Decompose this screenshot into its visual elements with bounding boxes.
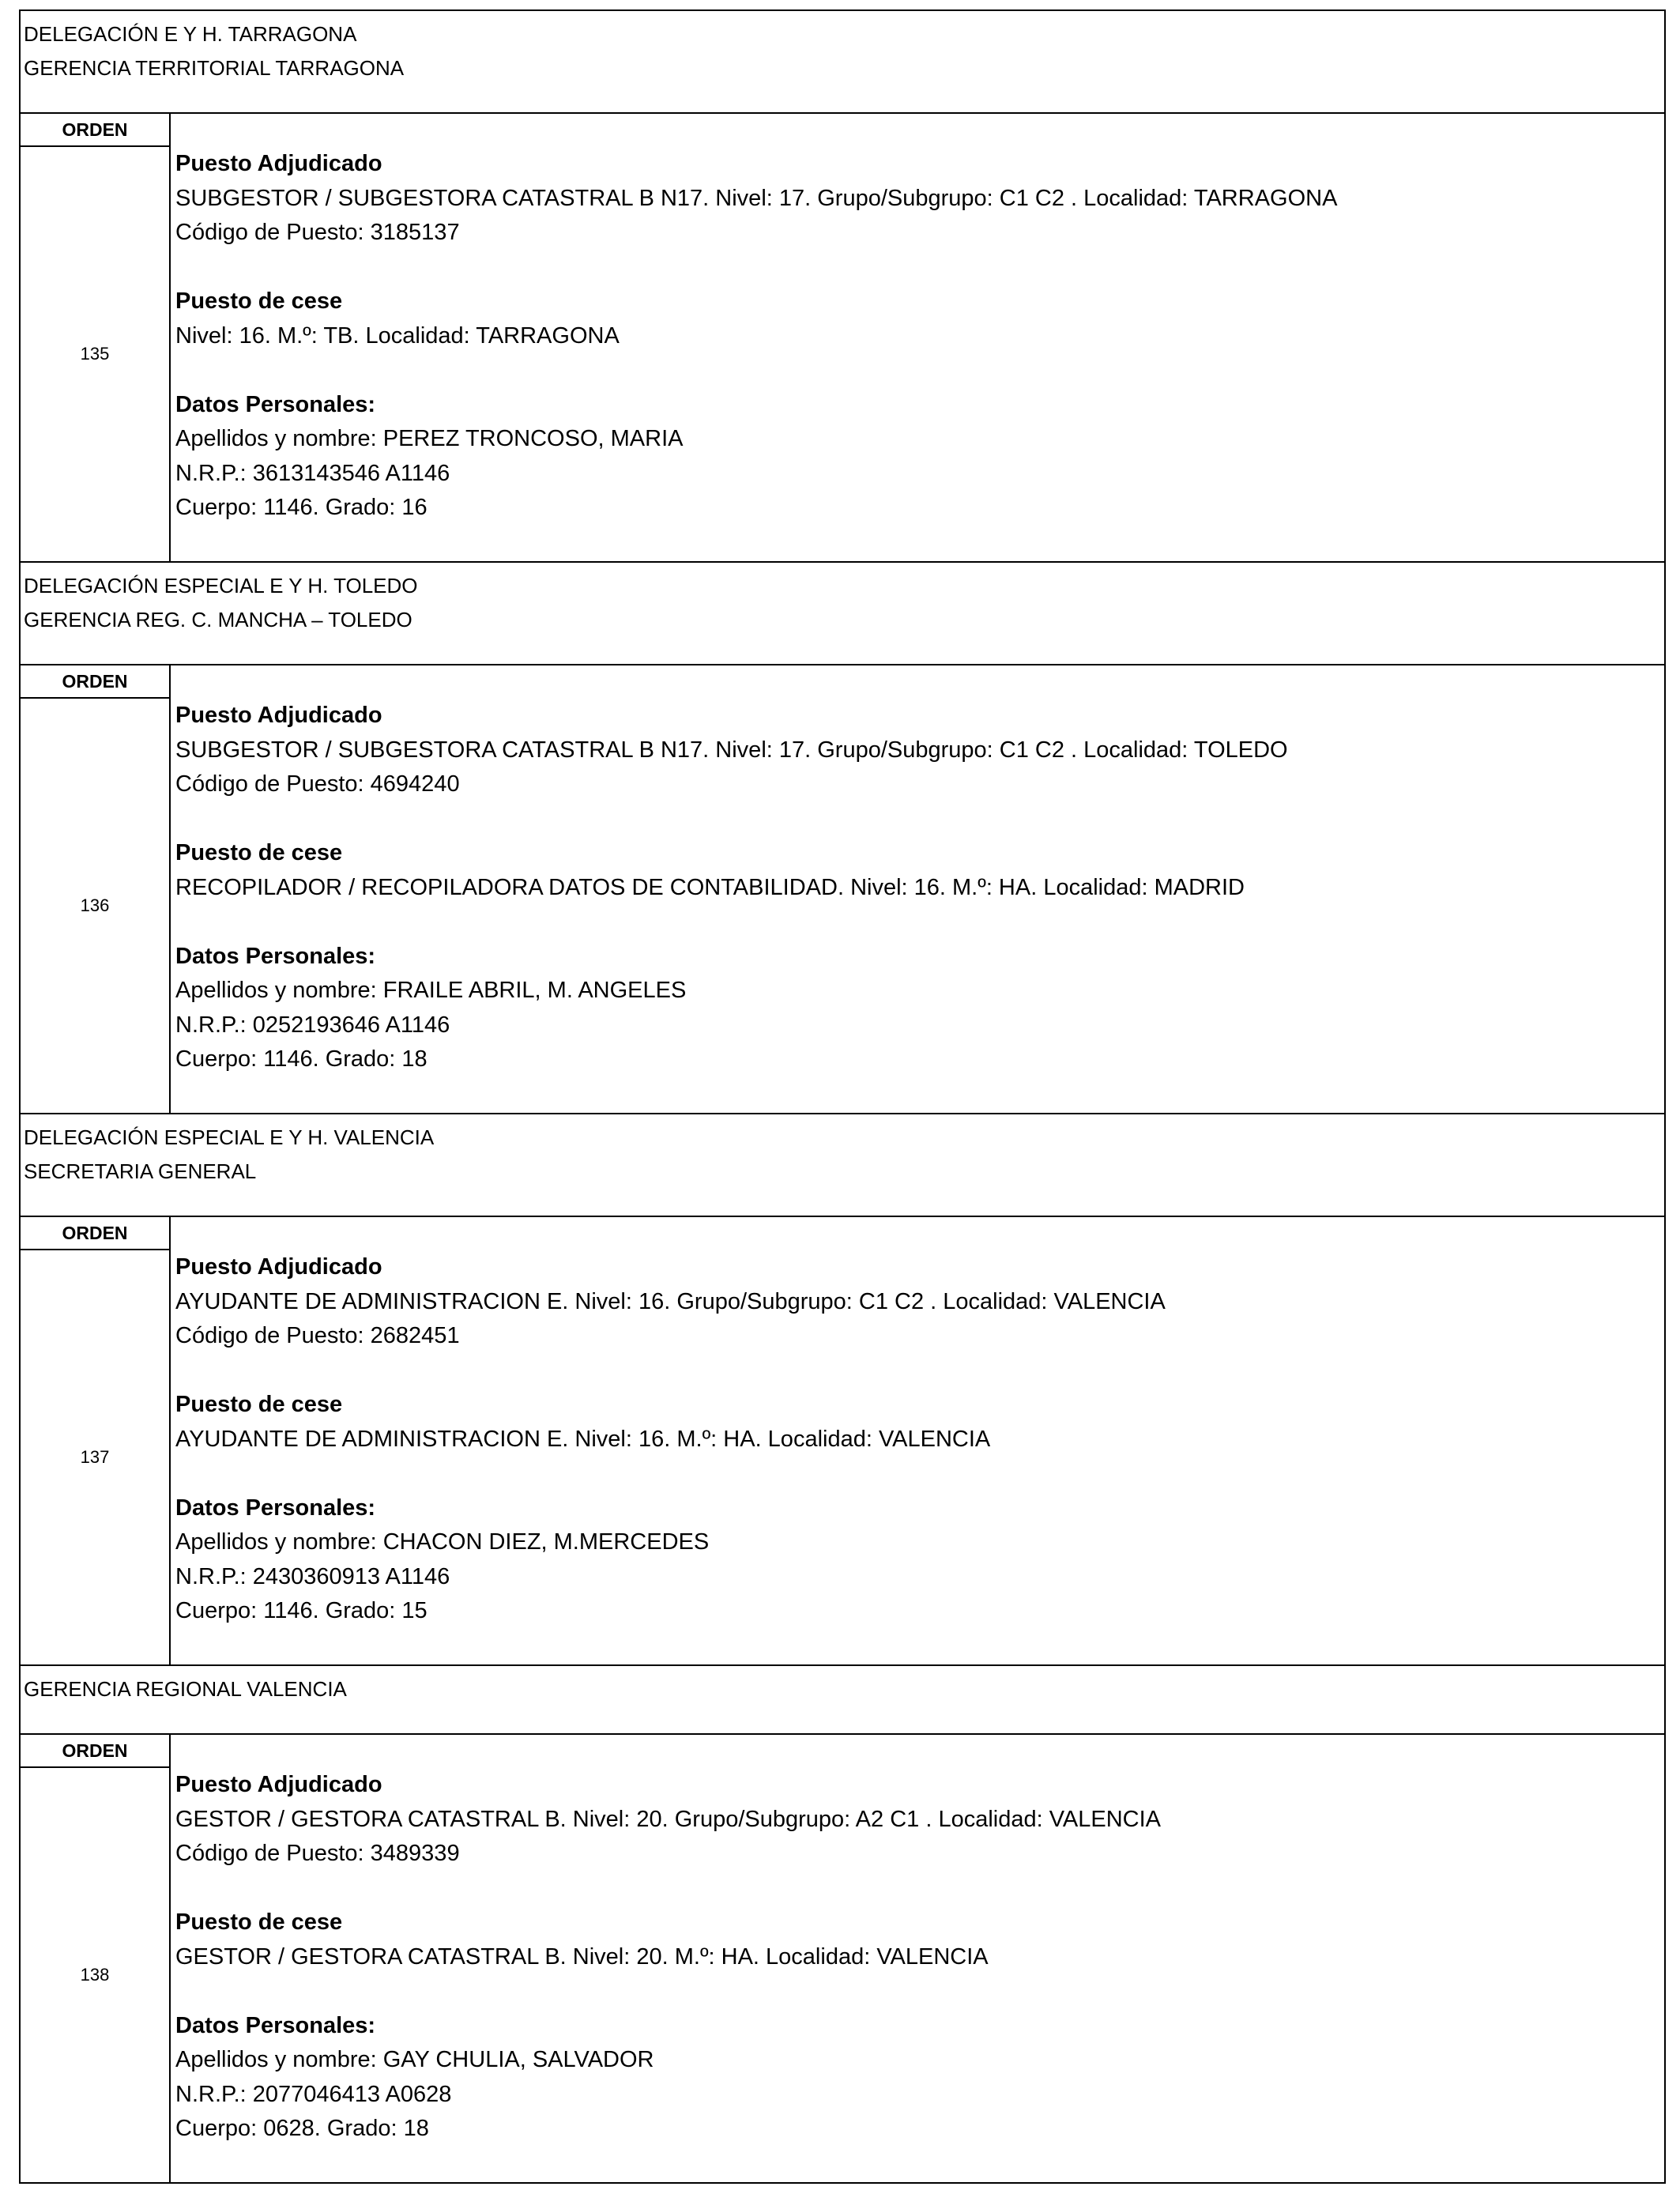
puesto-adjudicado-text: SUBGESTOR / SUBGESTORA CATASTRAL B N17. Nivel: 17. Grupo/Subgrupo: C1 C2 . Localidad: TARRAGONA: [175, 185, 1338, 211]
orden-label: ORDEN: [21, 665, 169, 699]
puesto-adjudicado-heading: Puesto Adjudicado: [175, 151, 382, 176]
orden-cell: [21, 665, 171, 1113]
puesto-cese-heading: Puesto de cese: [175, 1909, 343, 1935]
orden-cell: [21, 1217, 171, 1664]
entry-details: [171, 1735, 1664, 2182]
puesto-cese-heading: Puesto de cese: [175, 288, 343, 314]
nrp: N.R.P.: 0252193646 A1146: [175, 1012, 450, 1038]
puesto-adjudicado-text: SUBGESTOR / SUBGESTORA CATASTRAL B N17. Nivel: 17. Grupo/Subgrupo: C1 C2 . Localidad: TOLEDO: [175, 737, 1288, 763]
puesto-cese-heading: Puesto de cese: [175, 840, 343, 865]
orden-label: ORDEN: [21, 1217, 169, 1250]
nrp: N.R.P.: 2430360913 A1146: [175, 1563, 450, 1589]
nrp: N.R.P.: 3613143546 A1146: [175, 460, 450, 486]
nrp: N.R.P.: 2077046413 A0628: [175, 2081, 452, 2107]
entry-row: [21, 1217, 1664, 1666]
apellidos-nombre: Apellidos y nombre: FRAILE ABRIL, M. ANGELES: [175, 978, 687, 1003]
puesto-adjudicado-heading: Puesto Adjudicado: [175, 1254, 382, 1280]
org-header: [21, 1666, 1664, 1735]
apellidos-nombre: Apellidos y nombre: PEREZ TRONCOSO, MARIA: [175, 426, 684, 451]
orden-number: 138: [80, 1965, 110, 1985]
entry-details: [171, 114, 1664, 561]
puesto-cese-heading: Puesto de cese: [175, 1392, 343, 1417]
org-line: GERENCIA REGIONAL VALENCIA: [24, 1677, 347, 1701]
puesto-adjudicado-heading: Puesto Adjudicado: [175, 703, 382, 728]
org-line: GERENCIA REG. C. MANCHA – TOLEDO: [24, 608, 412, 631]
org-line: SECRETARIA GENERAL: [24, 1159, 257, 1183]
orden-number: 136: [80, 895, 110, 915]
puesto-cese-text: AYUDANTE DE ADMINISTRACION E. Nivel: 16. M.º: HA. Localidad: VALENCIA: [175, 1426, 991, 1452]
orden-label: ORDEN: [21, 1735, 169, 1768]
datos-personales-heading: Datos Personales:: [175, 1495, 376, 1521]
puesto-adjudicado-heading: Puesto Adjudicado: [175, 1772, 382, 1797]
codigo-puesto: Código de Puesto: 3185137: [175, 220, 460, 245]
orden-number: 135: [80, 344, 110, 364]
cuerpo-grado: Cuerpo: 0628. Grado: 18: [175, 2116, 429, 2141]
puesto-adjudicado-text: GESTOR / GESTORA CATASTRAL B. Nivel: 20. Grupo/Subgrupo: A2 C1 . Localidad: VALENCIA: [175, 1806, 1161, 1832]
puesto-adjudicado-text: AYUDANTE DE ADMINISTRACION E. Nivel: 16. Grupo/Subgrupo: C1 C2 . Localidad: VALENCIA: [175, 1288, 1166, 1314]
datos-personales-heading: Datos Personales:: [175, 943, 376, 969]
orden-label: ORDEN: [21, 114, 169, 147]
orden-cell: [21, 114, 171, 561]
datos-personales-heading: Datos Personales:: [175, 391, 376, 417]
puesto-cese-text: GESTOR / GESTORA CATASTRAL B. Nivel: 20. M.º: HA. Localidad: VALENCIA: [175, 1943, 989, 1970]
org-line: GERENCIA TERRITORIAL TARRAGONA: [24, 56, 405, 80]
puesto-cese-text: Nivel: 16. M.º: TB. Localidad: TARRAGONA: [175, 322, 620, 349]
entry-row: [21, 114, 1664, 563]
apellidos-nombre: Apellidos y nombre: GAY CHULIA, SALVADOR: [175, 2047, 654, 2072]
codigo-puesto: Código de Puesto: 4694240: [175, 771, 460, 797]
codigo-puesto: Código de Puesto: 3489339: [175, 1841, 460, 1866]
entry-details: [171, 665, 1664, 1113]
entry-row: [21, 665, 1664, 1114]
apellidos-nombre: Apellidos y nombre: CHACON DIEZ, M.MERCEDES: [175, 1529, 710, 1555]
datos-personales-heading: Datos Personales:: [175, 2012, 376, 2038]
orden-cell: [21, 1735, 171, 2182]
org-line: DELEGACIÓN E Y H. TARRAGONA: [24, 22, 357, 46]
org-line: DELEGACIÓN ESPECIAL E Y H. VALENCIA: [24, 1125, 435, 1149]
cuerpo-grado: Cuerpo: 1146. Grado: 18: [175, 1046, 428, 1072]
org-line: DELEGACIÓN ESPECIAL E Y H. TOLEDO: [24, 574, 418, 598]
document-table: [19, 9, 1666, 2184]
entry-details: [171, 1217, 1664, 1664]
org-header: [21, 563, 1664, 665]
cuerpo-grado: Cuerpo: 1146. Grado: 15: [175, 1598, 428, 1623]
cuerpo-grado: Cuerpo: 1146. Grado: 16: [175, 495, 428, 520]
orden-number: 137: [80, 1447, 110, 1467]
org-header: [21, 11, 1664, 114]
org-header: [21, 1114, 1664, 1217]
codigo-puesto: Código de Puesto: 2682451: [175, 1323, 460, 1348]
entry-row: [21, 1735, 1664, 2184]
puesto-cese-text: RECOPILADOR / RECOPILADORA DATOS DE CONTABILIDAD. Nivel: 16. M.º: HA. Localidad: MADRID: [175, 874, 1245, 900]
